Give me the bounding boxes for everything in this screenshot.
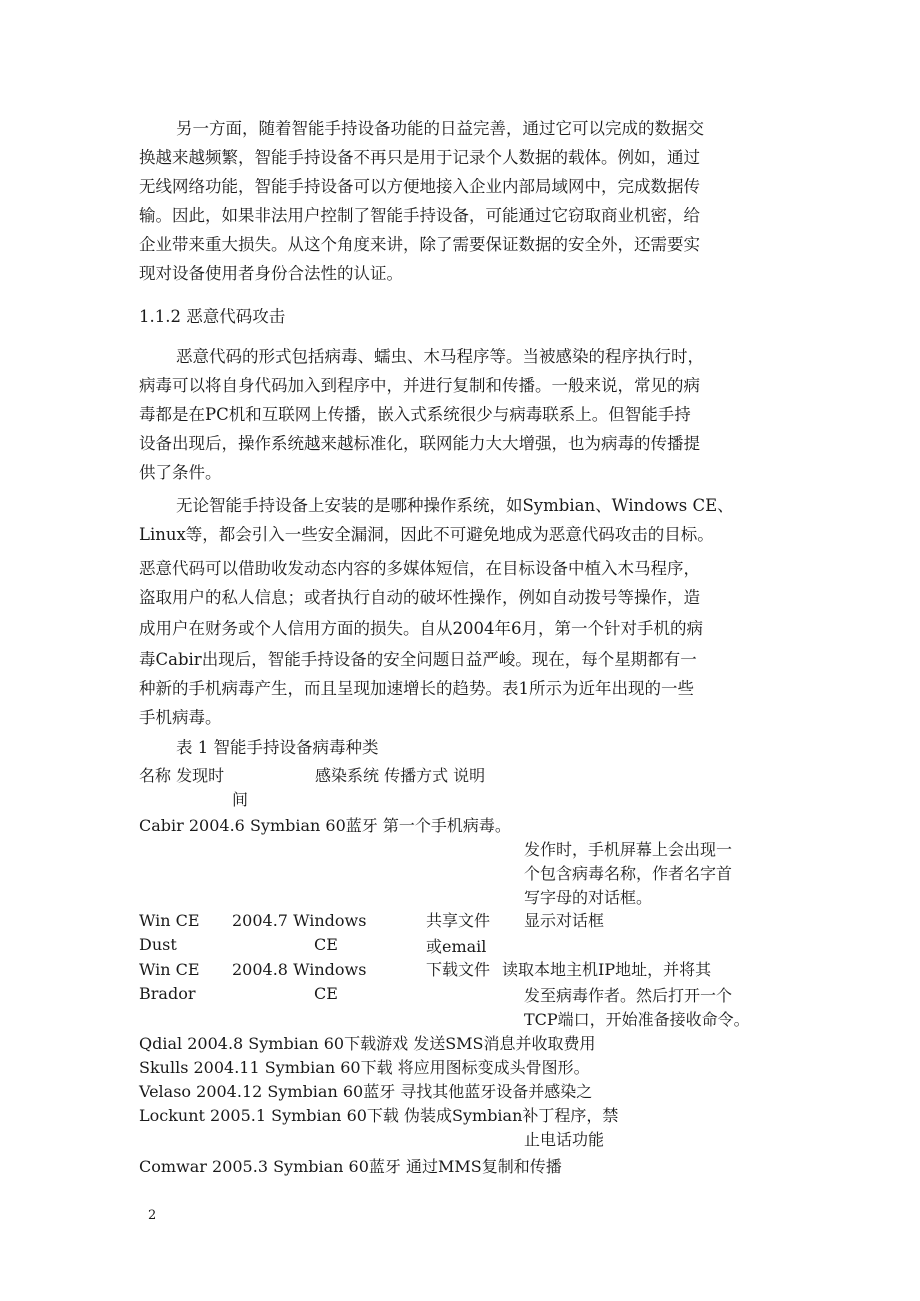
paragraph-2-line-2: 病毒可以将自身代码加入到程序中，并进行复制和传播。一般来说，常见的病 [139,376,700,395]
paragraph-3-line-5: 成用户在财务或个人信用方面的损失。自从2004年6月，第一个针对手机的病 [139,619,703,638]
lockunt-desc-continuation: 止电话功能 [524,1130,605,1149]
paragraph-3-line-7: 种新的手机病毒产生，而且呈现加速增长的趋势。表1所示为近年出现的一些 [139,679,694,698]
paragraph-1-line-1: 另一方面，随着智能手持设备功能的日益完善，通过它可以完成的数据交 [176,119,704,138]
cabir-desc-line-2: 个包含病毒名称，作者名字首 [524,864,733,883]
table-row-qdial: Qdial 2004.8 Symbian 60下载游戏 发送SMS消息并收取费用 [139,1034,596,1053]
brador-desc-line-1: 读取本地主机IP地址，并将其 [502,960,712,979]
paragraph-1-line-3: 无线网络功能，智能手持设备可以方便地接入企业内部局域网中，完成数据传 [139,177,700,196]
paragraph-3-line-2: Linux等，都会引入一些安全漏洞，因此不可避免地成为恶意代码攻击的目标。 [139,525,714,544]
paragraph-3-line-4: 盗取用户的私人信息；或者执行自动的破坏性操作，例如自动拨号等操作，造 [139,588,700,607]
paragraph-2-line-3: 毒都是在PC机和互联网上传播，嵌入式系统很少与病毒联系上。但智能手持 [139,405,691,424]
dust-date-os: 2004.7 Windows [232,911,367,930]
dust-desc: 显示对话框 [524,911,605,930]
dust-spread-line-2: 或email [426,937,487,956]
paragraph-1-line-5: 企业带来重大损失。从这个角度来讲，除了需要保证数据的安全外，还需要实 [139,235,700,254]
table-row-cabir: Cabir 2004.6 Symbian 60蓝牙 第一个手机病毒。 [139,816,511,835]
paragraph-1-line-6: 现对设备使用者身份合法性的认证。 [139,264,403,283]
section-heading: 1.1.2 恶意代码攻击 [139,307,286,326]
dust-name-line-2: Dust [139,935,177,954]
paragraph-3-line-8: 手机病毒。 [139,708,222,727]
brador-name-line-2: Brador [139,984,196,1003]
table-header-date-wrap: 间 [232,790,249,809]
brador-name-line-1: Win CE [139,960,200,979]
paragraph-1-line-2: 换越来越频繁，智能手持设备不再只是用于记录个人数据的载体。例如，通过 [139,148,700,167]
dust-os-wrap: CE [314,935,338,954]
cabir-desc-line-3: 写字母的对话框。 [524,888,653,907]
table-row-skulls: Skulls 2004.11 Symbian 60下载 将应用图标变成头骨图形。 [139,1058,590,1077]
table-row-comwar: Comwar 2005.3 Symbian 60蓝牙 通过MMS复制和传播 [139,1157,562,1176]
brador-date-os: 2004.8 Windows [232,960,367,979]
paragraph-3-line-3: 恶意代码可以借助收发动态内容的多媒体短信，在目标设备中植入木马程序， [139,559,700,578]
brador-desc-line-3: TCP端口，开始准备接收命令。 [524,1010,750,1029]
table-caption: 表 1 智能手持设备病毒种类 [176,738,379,757]
table-header-os-spread-desc: 感染系统 传播方式 说明 [315,766,486,785]
dust-name-line-1: Win CE [139,911,200,930]
table-row-lockunt: Lockunt 2005.1 Symbian 60下载 伪装成Symbian补丁程序，禁 [139,1106,619,1125]
brador-desc-line-2: 发至病毒作者。然后打开一个 [524,986,733,1005]
paragraph-2-line-1: 恶意代码的形式包括病毒、蠕虫、木马程序等。当被感染的程序执行时， [176,347,704,366]
paragraph-1-line-4: 输。因此，如果非法用户控制了智能手持设备，可能通过它窃取商业机密，给 [139,206,700,225]
page-number: 2 [148,1208,157,1223]
paragraph-3-line-1: 无论智能手持设备上安装的是哪种操作系统，如Symbian、Windows CE、 [176,496,734,515]
brador-os-wrap: CE [314,984,338,1003]
table-row-velaso: Velaso 2004.12 Symbian 60蓝牙 寻找其他蓝牙设备并感染之 [139,1082,593,1101]
cabir-desc-line-1: 发作时，手机屏幕上会出现一 [524,840,733,859]
paragraph-2-line-4: 设备出现后，操作系统越来越标准化，联网能力大大增强，也为病毒的传播提 [139,434,700,453]
paragraph-2-line-5: 供了条件。 [139,463,222,482]
brador-spread: 下载文件 [426,960,491,979]
dust-spread-line-1: 共享文件 [426,911,491,930]
table-header-name-date: 名称 发现时 [139,766,225,785]
paragraph-3-line-6: 毒Cabir出现后，智能手持设备的安全问题日益严峻。现在，每个星期都有一 [139,650,697,669]
